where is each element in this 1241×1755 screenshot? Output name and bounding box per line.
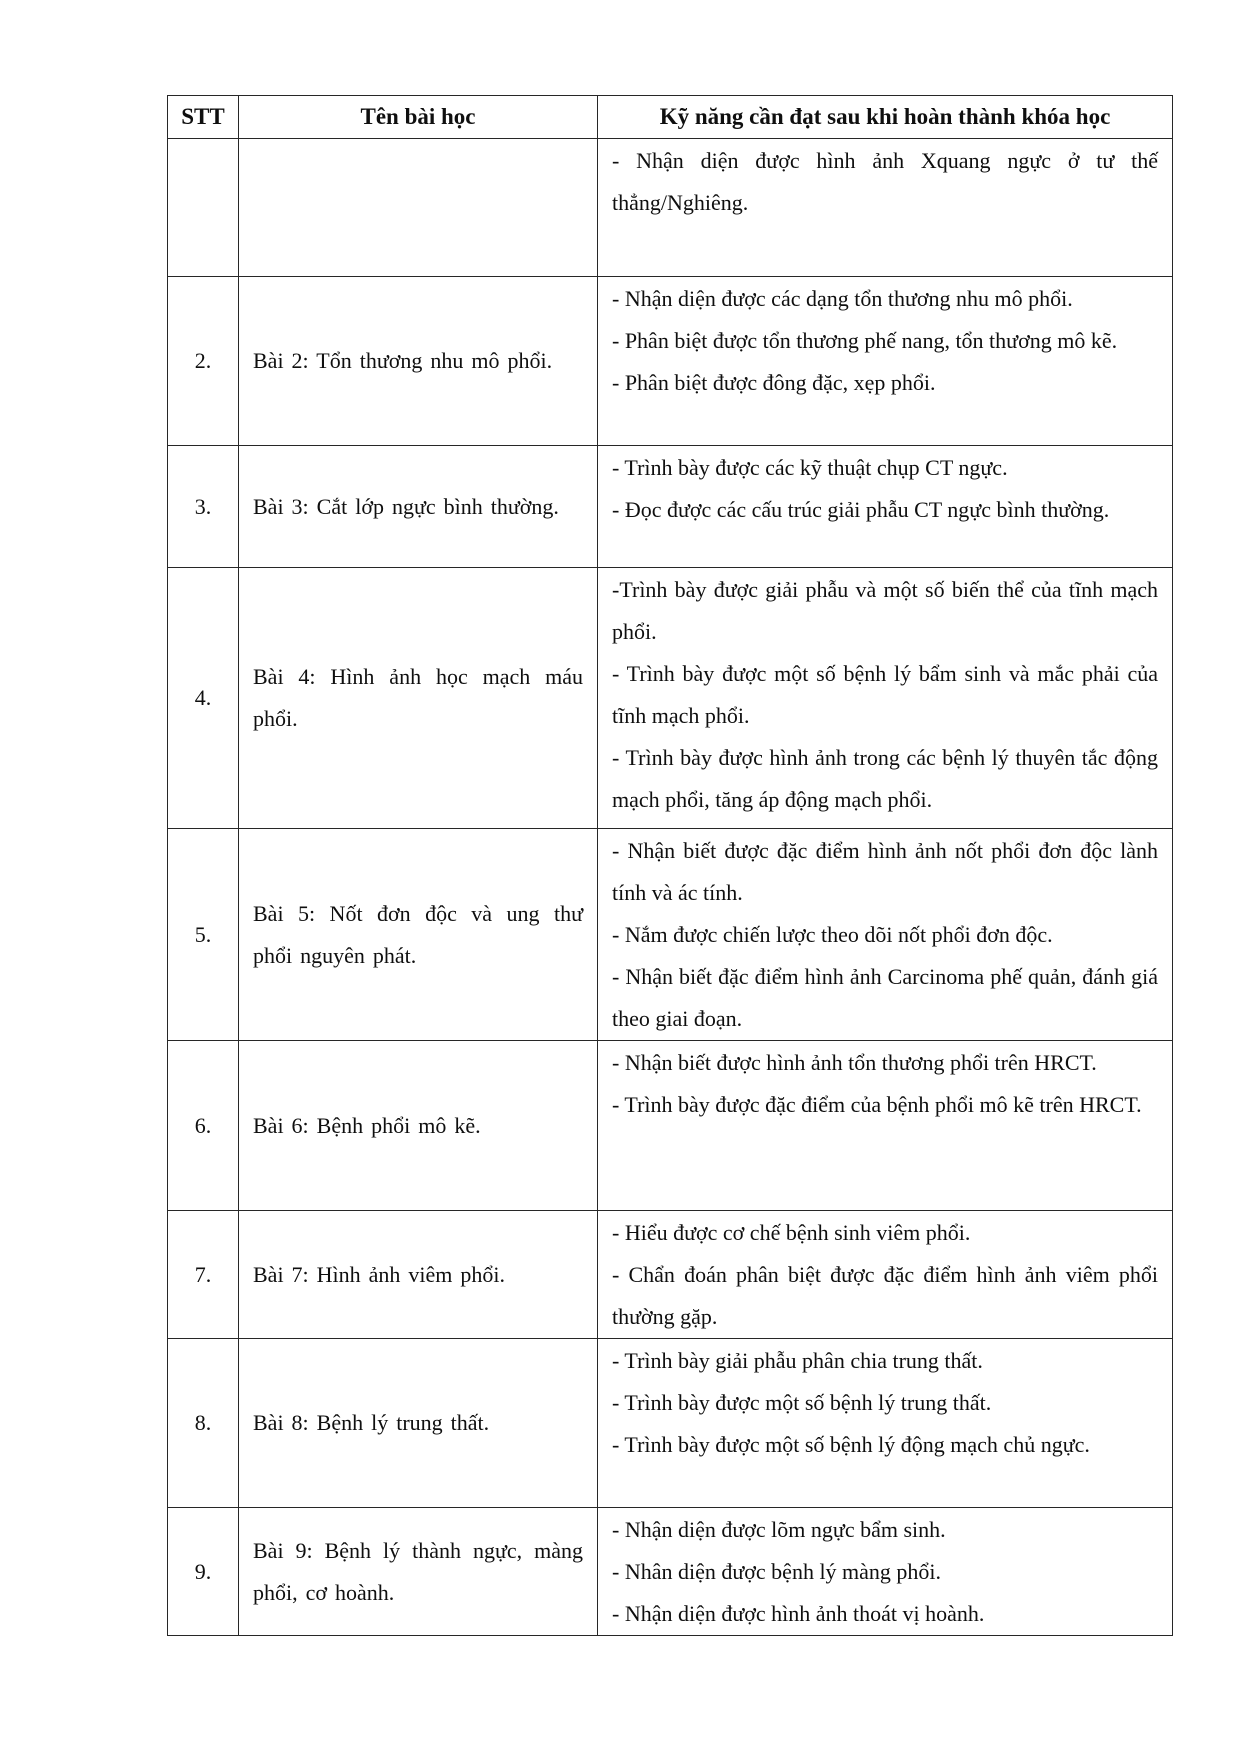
- skill-item: -Trình bày được giải phẫu và một số biến thể của tĩnh mạch phổi.: [612, 577, 1158, 644]
- lesson-cell: Bài 7: Hình ảnh viêm phổi.: [239, 1211, 598, 1339]
- lesson-cell: Bài 9: Bệnh lý thành ngực, màng phổi, cơ hoành.: [239, 1508, 598, 1636]
- stt-cell: [168, 139, 239, 277]
- column-header-skills: Kỹ năng cần đạt sau khi hoàn thành khóa học: [598, 96, 1173, 139]
- skill-item: - Nhận biết đặc điểm hình ảnh Carcinoma phế quản, đánh giá theo giai đoạn.: [612, 964, 1158, 1031]
- skill-item: - Nhận diện được hình ảnh thoát vị hoành.: [612, 1601, 985, 1626]
- column-header-stt: STT: [168, 96, 239, 139]
- lesson-cell: Bài 8: Bệnh lý trung thất.: [239, 1339, 598, 1508]
- skills-cell: [598, 277, 1173, 446]
- stt-cell: 7.: [168, 1211, 239, 1339]
- lesson-cell: Bài 3: Cắt lớp ngực bình thường.: [239, 446, 598, 568]
- skill-item: - Trình bày giải phẫu phân chia trung thất.: [612, 1348, 983, 1373]
- table-row: [168, 446, 1173, 568]
- table-row: [168, 1508, 1173, 1636]
- skill-item: - Nắm được chiến lược theo dõi nốt phổi đơn độc.: [612, 922, 1053, 947]
- skill-item: - Trình bày được các kỹ thuật chụp CT ngực.: [612, 455, 1008, 480]
- skill-item: - Chẩn đoán phân biệt được đặc điểm hình ảnh viêm phổi thường gặp.: [612, 1262, 1158, 1329]
- skill-item: - Trình bày được hình ảnh trong các bệnh lý thuyên tắc động mạch phổi, tăng áp động mạch phổi.: [612, 745, 1158, 812]
- lesson-cell: Bài 2: Tổn thương nhu mô phổi.: [239, 277, 598, 446]
- lesson-cell: Bài 4: Hình ảnh học mạch máu phổi.: [239, 568, 598, 829]
- skill-item: - Nhận diện được hình ảnh Xquang ngực ở tư thế thẳng/Nghiêng.: [612, 148, 1158, 215]
- skill-item: - Nhận diện được lõm ngực bẩm sinh.: [612, 1517, 946, 1542]
- table-row: [168, 1339, 1173, 1508]
- stt-cell: 6.: [168, 1041, 239, 1211]
- skill-item: - Nhận biết được hình ảnh tổn thương phổi trên HRCT.: [612, 1050, 1097, 1075]
- skill-item: - Nhân diện được bệnh lý màng phổi.: [612, 1559, 942, 1584]
- skill-item: - Trình bày được một số bệnh lý bẩm sinh và mắc phải của tĩnh mạch phổi.: [612, 661, 1158, 728]
- stt-cell: 2.: [168, 277, 239, 446]
- skill-item: - Hiểu được cơ chế bệnh sinh viêm phổi.: [612, 1220, 971, 1245]
- lesson-cell: [239, 139, 598, 277]
- table-header-row: [168, 96, 1173, 139]
- skills-cell: [598, 1041, 1173, 1211]
- skills-cell: [598, 1339, 1173, 1508]
- table-row: [168, 829, 1173, 1041]
- skills-cell: [598, 1508, 1173, 1636]
- skill-item: - Nhận biết được đặc điểm hình ảnh nốt phổi đơn độc lành tính và ác tính.: [612, 838, 1158, 905]
- skill-item: - Trình bày được đặc điểm của bệnh phổi mô kẽ trên HRCT.: [612, 1092, 1142, 1117]
- stt-cell: 5.: [168, 829, 239, 1041]
- skills-cell: [598, 568, 1173, 829]
- column-header-lesson: Tên bài học: [239, 96, 598, 139]
- skill-item: - Phân biệt được đông đặc, xẹp phổi.: [612, 370, 936, 395]
- skills-cell: [598, 446, 1173, 568]
- stt-cell: 8.: [168, 1339, 239, 1508]
- lesson-cell: Bài 5: Nốt đơn độc và ung thư phổi nguyên phát.: [239, 829, 598, 1041]
- skill-item: - Đọc được các cấu trúc giải phẫu CT ngực bình thường.: [612, 497, 1110, 522]
- lesson-cell: Bài 6: Bệnh phổi mô kẽ.: [239, 1041, 598, 1211]
- table-row: [168, 139, 1173, 277]
- table-row: [168, 568, 1173, 829]
- skills-cell: [598, 139, 1173, 277]
- skill-item: - Trình bày được một số bệnh lý động mạch chủ ngực.: [612, 1432, 1090, 1457]
- skills-cell: [598, 829, 1173, 1041]
- course-table: [167, 95, 1173, 1636]
- stt-cell: 3.: [168, 446, 239, 568]
- table-row: [168, 1211, 1173, 1339]
- table-row: [168, 1041, 1173, 1211]
- stt-cell: 4.: [168, 568, 239, 829]
- stt-cell: 9.: [168, 1508, 239, 1636]
- skill-item: - Nhận diện được các dạng tổn thương nhu mô phổi.: [612, 286, 1073, 311]
- skill-item: - Phân biệt được tổn thương phế nang, tổn thương mô kẽ.: [612, 328, 1118, 353]
- skill-item: - Trình bày được một số bệnh lý trung thất.: [612, 1390, 992, 1415]
- table-row: [168, 277, 1173, 446]
- skills-cell: [598, 1211, 1173, 1339]
